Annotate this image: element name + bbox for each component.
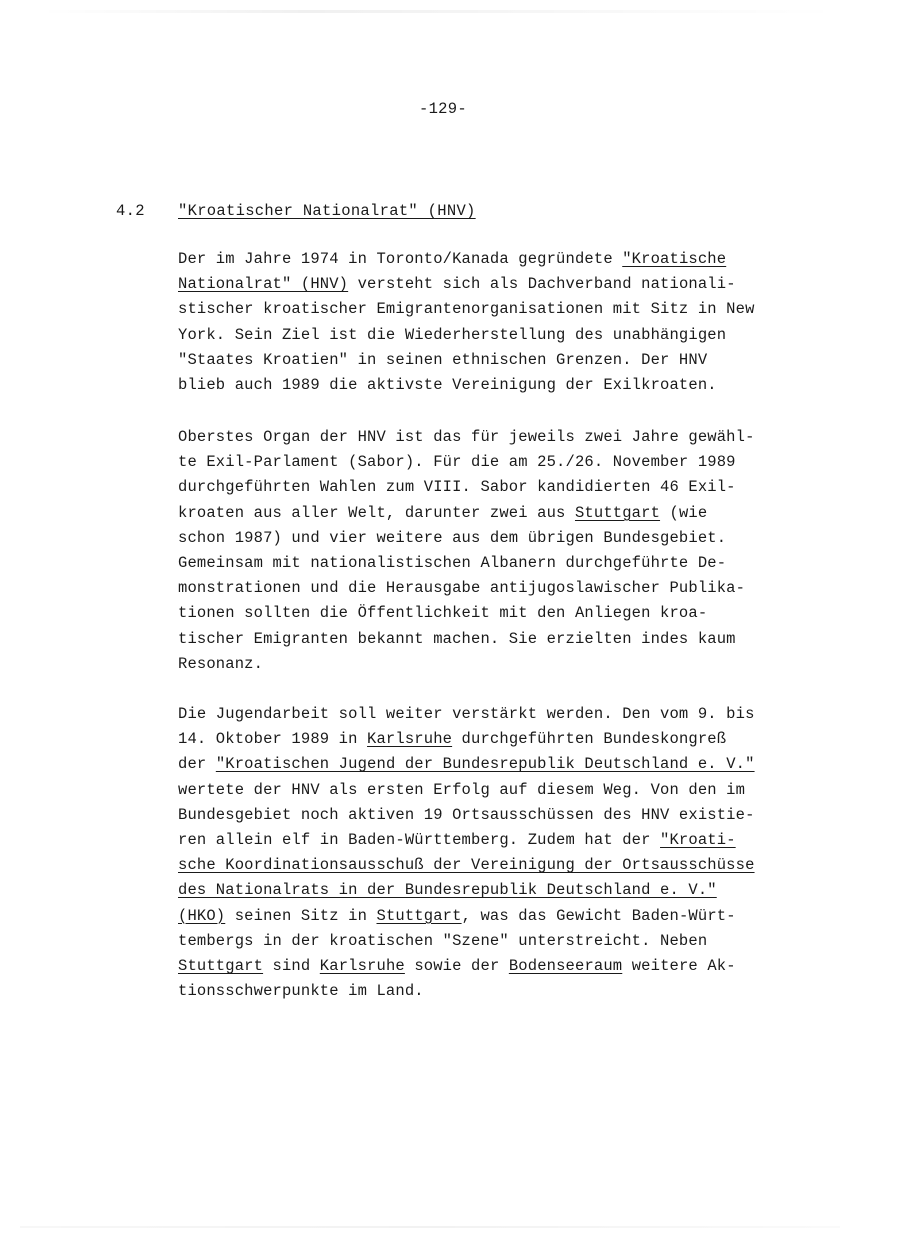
- underlined-text: Stuttgart: [376, 906, 462, 925]
- text-line: [178, 526, 818, 551]
- scan-edge-top: [40, 10, 840, 13]
- scan-edge-bottom: [20, 1226, 840, 1228]
- text-segment: wertete der HNV als ersten Erfolg auf diesem Weg. Von den im: [178, 780, 746, 799]
- text-line: [178, 652, 818, 677]
- text-line: [178, 323, 818, 348]
- paragraph-youth-work: [178, 702, 818, 1004]
- text-line: [178, 727, 818, 752]
- text-line: [178, 551, 818, 576]
- text-segment: durchgeführten Wahlen zum VIII. Sabor kandidierten 46 Exil-: [178, 478, 736, 497]
- text-line: [178, 929, 818, 954]
- underlined-text: "Kroatische: [622, 250, 727, 268]
- text-line: [178, 475, 818, 500]
- text-segment: kroaten aus aller Welt, darunter zwei aus: [178, 503, 575, 522]
- text-line: [178, 450, 818, 475]
- text-line: [178, 247, 818, 272]
- underlined-text: sche Koordinationsausschuß der Vereinigung der Ortsausschüsse: [178, 856, 755, 875]
- text-line: [178, 297, 818, 322]
- underlined-text: Stuttgart: [178, 956, 264, 975]
- text-line: [178, 979, 818, 1004]
- underlined-text: Karlsruhe: [367, 730, 453, 749]
- text-line: [178, 828, 818, 853]
- text-segment: "Staates Kroatien" in seinen ethnischen Grenzen. Der HNV: [178, 350, 708, 369]
- text-line: [178, 778, 818, 803]
- text-segment: durchgeführten Bundeskongreß: [452, 730, 727, 749]
- text-segment: monstrationen und die Herausgabe antijugoslawischer Publika-: [178, 579, 746, 598]
- paragraph-exile-parliament: [178, 425, 818, 677]
- text-line: [178, 272, 818, 297]
- text-line: [178, 601, 818, 626]
- section-title: "Kroatischer Nationalrat" (HNV): [178, 202, 476, 220]
- text-segment: weitere Ak-: [622, 956, 736, 975]
- text-line: [178, 373, 818, 398]
- text-line: [178, 853, 818, 878]
- text-line: [178, 752, 818, 777]
- text-segment: tembergs in der kroatischen "Szene" unterstreicht. Neben: [178, 931, 708, 950]
- text-segment: Gemeinsam mit nationalistischen Albanern durchgeführte De-: [178, 553, 727, 572]
- underlined-text: (HKO): [178, 906, 226, 925]
- underlined-text: Stuttgart: [574, 503, 661, 522]
- text-line: [178, 576, 818, 601]
- underlined-text: Bodenseeraum: [508, 956, 623, 975]
- text-segment: Bundesgebiet noch aktiven 19 Ortsausschüssen des HNV existie-: [178, 805, 755, 824]
- underlined-text: des Nationalrats in der Bundesrepublik Deutschland e. V.": [178, 881, 717, 900]
- text-line: [178, 627, 818, 652]
- text-segment: 14. Oktober 1989 in: [178, 730, 368, 749]
- text-segment: tischer Emigranten bekannt machen. Sie erzielten indes kaum: [178, 629, 736, 648]
- underlined-text: "Kroatischen Jugend der Bundesrepublik Deutschland e. V.": [215, 755, 755, 774]
- text-segment: York. Sein Ziel ist die Wiederherstellung des unabhängigen: [178, 325, 727, 344]
- text-segment: Die Jugendarbeit soll weiter verstärkt werden. Den vom 9. bis: [178, 705, 755, 723]
- underlined-text: Nationalrat" (HNV): [178, 275, 349, 294]
- text-segment: Der im Jahre 1974 in Toronto/Kanada gegründete: [178, 250, 623, 268]
- underlined-text: Karlsruhe: [319, 956, 405, 975]
- text-line: [178, 878, 818, 903]
- text-segment: tionen sollten die Öffentlichkeit mit den Anliegen kroa-: [178, 604, 708, 623]
- text-segment: seinen Sitz in: [225, 906, 377, 925]
- text-line: [178, 954, 818, 979]
- text-line: [178, 348, 818, 373]
- text-segment: ren allein elf in Baden-Württemberg. Zudem hat der: [178, 830, 661, 849]
- text-segment: der: [178, 755, 216, 774]
- section-number: 4.2: [116, 202, 145, 220]
- text-segment: tionsschwerpunkte im Land.: [178, 982, 424, 1001]
- text-line: [178, 904, 818, 929]
- text-segment: versteht sich als Dachverband nationali-: [348, 275, 736, 294]
- underlined-text: "Kroati-: [660, 830, 736, 849]
- text-segment: schon 1987) und vier weitere aus dem übrigen Bundesgebiet.: [178, 528, 727, 547]
- text-segment: Oberstes Organ der HNV ist das für jeweils zwei Jahre gewähl-: [178, 428, 755, 446]
- text-line: [178, 702, 818, 727]
- text-segment: , was das Gewicht Baden-Würt-: [461, 906, 736, 925]
- text-segment: blieb auch 1989 die aktivste Vereinigung der Exilkroaten.: [178, 375, 717, 394]
- text-line: [178, 803, 818, 828]
- paragraph-hnv-intro: [178, 247, 818, 398]
- text-line: [178, 425, 818, 450]
- text-segment: sowie der: [404, 956, 509, 975]
- text-segment: stischer kroatischer Emigrantenorganisationen mit Sitz in New: [178, 300, 755, 319]
- text-line: [178, 501, 818, 526]
- text-segment: sind: [263, 956, 320, 975]
- text-segment: (wie: [660, 503, 708, 522]
- page-number: -129-: [418, 100, 467, 118]
- text-segment: te Exil-Parlament (Sabor). Für die am 25./26. November 1989: [178, 453, 736, 472]
- text-segment: Resonanz.: [178, 654, 264, 673]
